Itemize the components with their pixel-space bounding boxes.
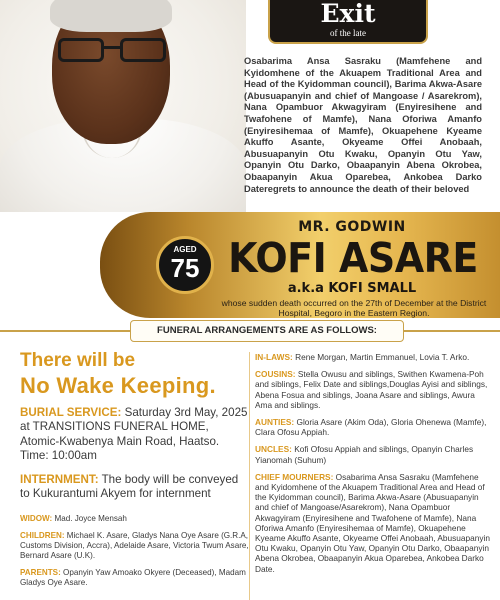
arrangements-line-right xyxy=(404,330,500,332)
arrangements-bar xyxy=(0,318,500,344)
portrait-photo xyxy=(0,0,246,212)
right-column xyxy=(255,352,491,581)
burial-label: BURIAL SERVICE: xyxy=(20,406,122,419)
arrangements-line-left xyxy=(0,330,130,332)
burial-service xyxy=(20,406,250,463)
aged-label: AGED xyxy=(173,245,197,254)
arrangements-title: FUNERAL ARRANGEMENTS ARE AS FOLLOWS: xyxy=(130,320,404,342)
age-badge xyxy=(156,236,214,294)
widow xyxy=(20,514,250,524)
burial-time: Time: 10:00am xyxy=(20,448,97,462)
parents-label: PARENTS: xyxy=(20,568,61,578)
wake-line-2: No Wake Keeping. xyxy=(20,373,216,398)
in-laws-label: IN-LAWS: xyxy=(255,352,293,362)
internment xyxy=(20,473,250,502)
children xyxy=(20,531,250,561)
deceased-aka: a.k.a KOFI SMALL xyxy=(287,281,417,296)
chief-mourners-label: CHIEF MOURNERS: xyxy=(255,471,334,482)
header-section xyxy=(0,0,500,212)
exit-badge xyxy=(268,0,428,44)
uncles-text: Kofi Ofosu Appiah and siblings, Opanyin Charles Yianomah (Suhum) xyxy=(255,444,474,465)
exit-title: Exit xyxy=(320,0,376,28)
internment-text: The body will be conveyed to Kukurantumi Akyem for internment xyxy=(20,473,239,501)
uncles xyxy=(255,444,491,464)
widow-text: Mad. Joyce Mensah xyxy=(54,513,127,523)
aunties xyxy=(255,417,491,437)
children-label: CHILDREN: xyxy=(20,530,65,540)
internment-label: INTERNMENT: xyxy=(20,473,99,487)
death-note: whose sudden death occurred on the 27th of December at the District Hospital, Begoro in the Eastern Region. xyxy=(221,298,487,318)
aunties-label: AUNTIES: xyxy=(255,417,295,428)
widow-label: WIDOW: xyxy=(20,513,53,523)
exit-subtitle: of the late xyxy=(330,28,366,38)
announcement-text: Osabarima Ansa Sasraku (Mamfehene and Kyidomhene of the Akuapem Traditional Area and Head of the Kyidomman council), Barima Akwa-Asare (Abusuapanyin and chief of Mangoase / Asarekrom), Nana Opambuor Akwagyiram (Enyiresihene and Twafohene of Mamfe), Nana Oforiwa Amanfo (Enyiresihemaa of Mamfe), Okuapehene Kyeame Akuffo Asante, Okyeame Offei Anobaah, Abusuapanyin Otu Kwaku, Opanyin Otu Yaw, Opanyin Otu Darko, Obaapanyin Abena Okrobea, Obaapanyin Akua Oparebea, Ankobea Darko Dateregrets to announce the death of their beloved xyxy=(244,56,482,194)
aunties-text: Gloria Asare (Akim Oda), Gloria Ohenewa (Mamfe), Clara Ofosu Appiah. xyxy=(255,417,487,438)
in-laws-text: Rene Morgan, Martin Emmanuel, Lovia T. Arko. xyxy=(295,352,470,362)
cousins xyxy=(255,369,491,410)
age-value: 75 xyxy=(170,253,200,283)
cousins-text: Stella Owusu and siblings, Swithen Kwamena-Poh and siblings, Felix Date and siblings,Douglas Ayisi and siblings, Abena Fosua and siblings, Joana Asare and siblings, Awura Ama and siblings. xyxy=(255,369,488,410)
left-column xyxy=(20,350,250,588)
parents xyxy=(20,568,250,588)
children-text: Michael K. Asare, Gladys Nana Oye Asare (G.R.A, Customs Division, Accra), Adelaide Asare, Victoria Twum Asare, Bernard Asare (U.K). xyxy=(20,530,249,561)
uncles-label: UNCLES: xyxy=(255,444,292,455)
wake-line-1: There will be xyxy=(20,350,136,371)
chief-mourners-text: Osabarima Ansa Sasraku (Mamfehene and Kyidomhene of the Akuapem Traditional Area and Head of the Kyidomman council), Barima Akwa-Asare (Abusuapanyin and chief of Mangoase/Asarekrom), Nana Opambuor Akwagyiram (Enyiresihene and Twafohene of Mamfe), Nana Oforiwa Amanfo (Enyiresihemaa of Mamfe), Okuapehene Kyeame Akuffo Asante, Okyeame Offei Anobaah, Abusuapanyin Otu Kwaku, Opanyin Otu Yaw, Opanyin Otu Darko, Obaapanyin Abena Okrobea, Obaapanyin Akua Oparebea, Ankobea Darko Date. xyxy=(255,471,490,574)
burial-text: Saturday 3rd May, 2025 at TRANSITIONS FUNERAL HOME, Atomic-Kwabenya Main Road, Haatso. xyxy=(20,406,248,448)
cousins-label: COUSINS: xyxy=(255,369,296,380)
portrait-glasses xyxy=(58,38,166,64)
name-prefix: MR. GODWIN xyxy=(298,219,406,235)
chief-mourners xyxy=(255,472,491,574)
portrait-hair xyxy=(50,0,172,32)
parents-text: Opanyin Yaw Amoako Okyere (Deceased), Madam Gladys Oye Asare. xyxy=(20,568,246,588)
deceased-name: KOFI ASARE xyxy=(228,234,478,282)
in-laws xyxy=(255,352,491,362)
